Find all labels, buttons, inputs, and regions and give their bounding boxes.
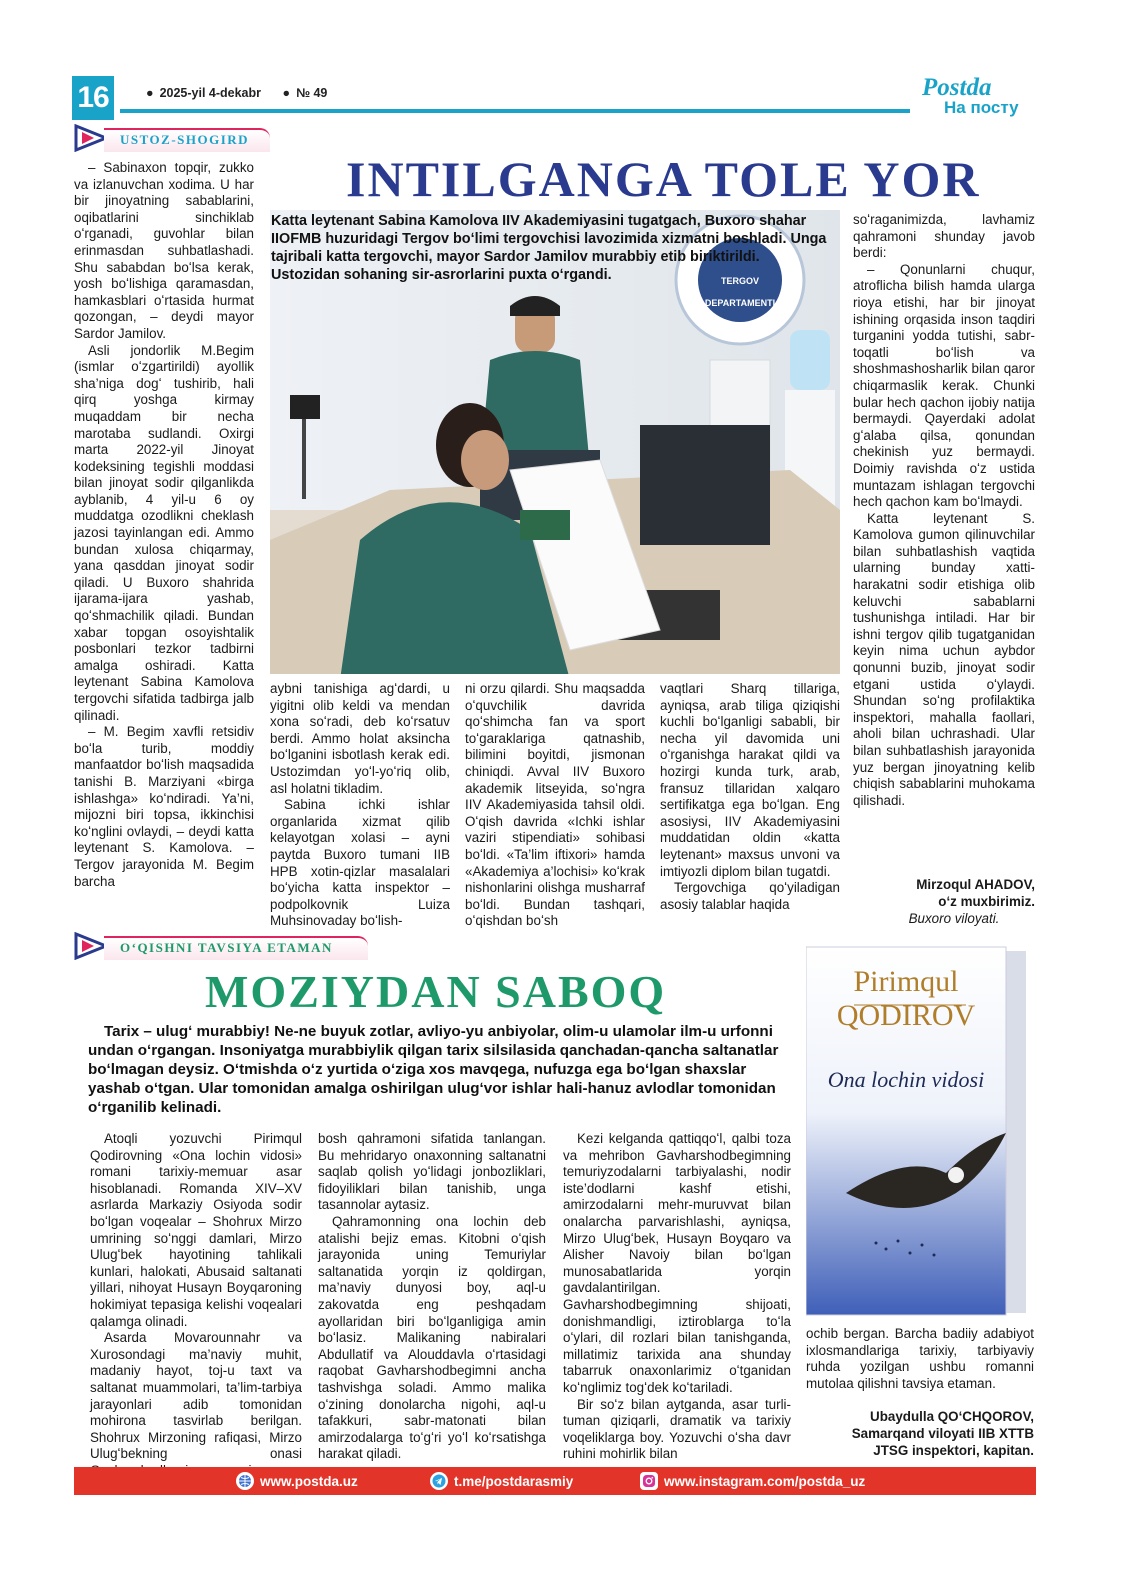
article1-signature bbox=[853, 876, 1035, 927]
telegram-icon bbox=[430, 1472, 448, 1490]
globe-icon bbox=[236, 1472, 254, 1490]
rubric-label: USTOZ-SHOGIRD bbox=[104, 128, 270, 152]
paragraph: soʻraganimizda, lavhamiz qahramoni shunday javob berdi: bbox=[853, 212, 1035, 261]
book-title: Ona lochin vidosi bbox=[827, 1067, 985, 1092]
paragraph: Tergovchiga qoʻyiladigan asosiy talablar haqida bbox=[660, 880, 840, 912]
paragraph: ochib bergan. Barcha badiiy adabiyot ixlosmandlariga tarixiy, tarbiyaviy ruhda yozilgan ushbu romanni mutolaa qilishni tavsiya etaman. bbox=[806, 1326, 1034, 1391]
article2-signature bbox=[806, 1408, 1034, 1459]
paragraph: vaqtlari Sharq tillariga, ayniqsa, arab tiliga qiziqishi kuchli boʻlganligi sababli, bir necha yil davomida uni oʻrganishga harakat qildi va hozirgi kunda turk, arab, fransuz tillaridan xalqaro sertifikatga ega boʻlgan. Eng asosiysi, IIV Akademiyasini muddatidan oldin «katta leytenant» maxsus unvoni va imtiyozli diplom bilan tugatdi. bbox=[660, 681, 840, 879]
article1-column-4 bbox=[660, 681, 840, 913]
instagram-icon bbox=[640, 1472, 658, 1490]
paragraph: Kezi kelganda qattiqqoʻl, qalbi toza va mehribon Gavharshodbegimning temuriyzodalarni tarbiyalashi, nodir iste’dodlarni kashf etishi, amirzodalarni mehr-muruvvat bilan onalarcha parvarishlashi, ayniqsa, Mirzo Ulugʻbek, Husayn Boyqaro va Alisher Navoiy bilan boʻlgan munosabatlarida yorqin gavdalantirilgan. Gavharshodbegimning shijoati, donishmandligi, iztiroblarga toʻla oʻylari, dil rozlari bilan tanishganda, millatimiz tarixida ana shunday tabarruk onaxonlarimiz oʻtganidan koʻnglimiz togʻdek koʻtariladi. bbox=[563, 1131, 791, 1395]
issue-meta bbox=[146, 86, 327, 100]
rubric-label: OʻQISHNI TAVSIYA ETAMAN bbox=[104, 936, 368, 960]
article-lead: Katta leytenant Sabina Kamolova IIV Akademiyasini tugatgach, Buxoro shahar IIOFMB huzuridagi Tergov boʻlimi tergovchisi lavozimida xizmatni boshladi. Unga tajribali katta tergovchi, mayor Sardor Jamilov murabbiy etib biriktirildi. Ustozidan sohaning sir-asrorlarini puxta oʻrgandi. bbox=[271, 213, 827, 283]
issue-number: № 49 bbox=[296, 86, 328, 100]
rubric-oqishni-tavsiya bbox=[74, 932, 374, 960]
article-title: INTILGANGA TOLE YOR bbox=[346, 151, 981, 207]
rubric-ustoz-shogird bbox=[74, 124, 274, 152]
article1-column-3 bbox=[465, 681, 645, 930]
paragraph: aybni tanishiga agʻdardi, u yigitni olib keldi va mendan xona soʻradi, deb koʻrsatuv berdi. Ammo holat aksincha boʻlganini isbotlash kerak edi. Ustozimdan yoʻl-yoʻriq olib, asl holatni tikladim. bbox=[270, 681, 450, 796]
article2-column-3 bbox=[563, 1131, 791, 1463]
paragraph: Sabina ichki ishlar organlarida xizmat qilib kelayotgan xolasi – ayni paytda Buxoro tumani IIB HPB xotin-qizlar masalalari boʻyicha katta inspektor – podpolkovnik Luiza Muhsinovaday boʻlish- bbox=[270, 797, 450, 929]
paragraph: Asarda Movarounnahr va Xurosondagi ma’naviy muhit, madaniy hayot, toj-u taxt va saltanat muammolari, ta’lim-tarbiya jarayonlari adib tomonidan mohirona tasvirlab berilgan. Shohrux Mirzoning rafiqasi, Mirzo Ulugʻbekning onasi bbox=[90, 1330, 302, 1462]
paragraph: bosh qahramoni sifatida tanlangan. Bu mehridaryo onaxonning saltanatni saqlab qolish yoʻlidagi jonbozliklari, fidoyiliklari bilan tanishib, unga tasannolar aytasiz. bbox=[318, 1131, 546, 1213]
article-title: MOZIYDAN SABOQ bbox=[205, 966, 667, 1017]
article1-column-2 bbox=[270, 681, 450, 930]
paragraph: Bir soʻz bilan aytganda, asar turli-tuman qiziqarli, dramatik va tarixiy voqeliklarga boy. Yozuvchi oʻsha davr ruhini mohirlik bilan bbox=[563, 1396, 791, 1462]
page-number: 16 bbox=[72, 76, 114, 120]
logo-postda: Postda bbox=[922, 74, 992, 101]
paragraph: – M. Begim xavfli retsidiv boʻla turib, moddiy manfaatdor boʻlish maqsadida tanishi B. Marziyani «birga ishlashga» koʻndiradi. Ya’ni, mijozni biri topsa, ikkinchisi koʻnglini ovlaydi, – deydi katta leytenant S. Kamolova. – Tergov jarayonida M. Begim barcha bbox=[74, 724, 254, 889]
book-author-last: QODIROV bbox=[836, 999, 976, 1032]
author-role: oʻz muxbirimiz. bbox=[938, 894, 1035, 909]
author-line: Samarqand viloyati IIB XTTB bbox=[851, 1426, 1034, 1441]
article1-column-5 bbox=[853, 212, 1035, 809]
footer-bar bbox=[74, 1467, 1036, 1495]
book-author-first: Pirimqul bbox=[853, 965, 959, 998]
instagram-link[interactable]: www.instagram.com/postda_uz bbox=[664, 1473, 866, 1489]
header-rule bbox=[120, 109, 910, 113]
footer-instagram[interactable] bbox=[640, 1472, 865, 1490]
author-line: JTSG inspektori, kapitan. bbox=[873, 1443, 1034, 1458]
emblem-text-2: DEPARTAMENTI bbox=[704, 298, 776, 308]
emblem-text-1: TERGOV bbox=[720, 276, 760, 286]
telegram-link[interactable]: t.me/postdarasmiy bbox=[454, 1473, 574, 1489]
author-name: Mirzoqul AHADOV, bbox=[916, 877, 1035, 892]
paragraph: – Qonunlarni chuqur, atroflicha bilish hamda ularga rioya etishi, har bir jinoyat ishining orqasida inson taqdiri turganini yodda tutishi, sabr-toqatli boʻlish va shoshmashosharlik bilan qaror chiqarmaslik kerak. Chunki bular hech qachon ijobiy natija bermaydi. Qayerdaki adolat gʻalaba qilsa, qonundan chekinish yuz bermaydi. Doimiy ravishda oʻz ustida muntazam ishlagan tergovchi hech qachon kam boʻlmaydi. bbox=[853, 261, 1035, 510]
paragraph: Asli jondorlik M.Begim (ismlar oʻzgartirildi) ayollik sha’niga dogʻ tushirib, hali qirq yoshga kirmay muqaddam bir necha marotaba sudlandi. Oxirgi marta 2022-yil Jinoyat kodeksining tegishli moddasi bilan jinoyat sodir qilganlikda ayblanib, 4 yil-u 6 oy muddatga ozodlikni cheklash jazosi tayinlangan edi. Ammo bundan xulosa chiqarmay, yana qasddan jinoyat sodir qiladi. U Buxoro shahrida ijarama-ijara yashab, qoʻshmachilik qiladi. Bundan xabar topgan osoyishtalik posbonlari tezkor tadbirni amalga oshiradi. Katta leytenant Sabina Kamolova tergovchi sifatida tadbirga jalb qilinadi. bbox=[74, 342, 254, 723]
paragraph: Qahramonning ona lochin deb atalishi bejiz emas. Kitobni oʻqish jarayonida uning Temuriylar saltanatida yorqin iz qoldirgan, ma’naviy dunyosi boy, aql-u zakovatda eng peshqadam ayollaridan biri boʻlganligiga amin boʻlasiz. Malikaning nabiralari Abdullatif va Alouddavla oʻrtasidagi raqobat Gavharshodbegimni ancha tashvishga soladi. Ammo malika oʻzining donolarcha nigohi, aql-u tafakkuri, sabr-matonati bilan amirzodalarga toʻgʻri yoʻl koʻrsatishga harakat qiladi. bbox=[318, 1213, 546, 1462]
book-cover bbox=[806, 943, 1030, 1319]
bullet-icon: ● bbox=[282, 86, 291, 100]
article2-column-4 bbox=[806, 1326, 1034, 1392]
article2-column-2 bbox=[318, 1131, 546, 1463]
author-region: Buxoro viloyati. bbox=[908, 911, 1000, 926]
article2-column-1 bbox=[90, 1131, 302, 1479]
paragraph: ni orzu qilardi. Shu maqsadda oʻquvchilik davrida qoʻshimcha fan va sport toʻgaraklariga qatnashib, bilimini boyitdi, jismonan chiniqdi. Avval IIV Buxoro akademik litseyida, soʻngra IIV Akademiyasida tahsil oldi. Oʻqish davrida «Ichki ishlar vaziri stipendiati» sohibasi boʻldi. «Ta’lim iftixori» hamda «Akademiya a’lochisi» koʻkrak nishonlarini olishga musharraf boʻldi. Bundan tashqari, oʻqishdan boʻsh bbox=[465, 681, 645, 929]
author-name: Ubaydulla QOʻCHQOROV, bbox=[870, 1409, 1034, 1424]
logo-na-postu: На посту bbox=[944, 98, 1019, 117]
footer-website[interactable] bbox=[236, 1472, 358, 1490]
paragraph: – Sabinaxon topqir, zukko va izlanuvchan xodima. U har bir jinoyatning sabablarini, oqibatlarini sinchiklab oʻrganadi, guvohlar bilan erinmasdan suhbatlashadi. Shu sababdan boʻlsa kerak, yosh boʻlishiga qaramasdan, hamkasblari oʻrtasida hurmat qozongan, – deydi mayor Sardor Jamilov. bbox=[74, 160, 254, 341]
paragraph: Atoqli yozuvchi Pirimqul Qodirovning «Ona lochin vidosi» romani tarixiy-memuar asar hisoblanadi. Romanda XIV–XV asrlarda Markaziy Osiyoda sodir boʻlgan voqealar – Shohrux Mirzo umrining soʻnggi damlari, Mirzo Ulugʻbek hayotining tahlikali kunlari, halokati, Abusaid saltanati yillari, nihoyat Husayn Boyqaroning hokimiyat tepasiga kelishi voqealari qalamga olinadi. bbox=[90, 1131, 302, 1329]
issue-date: 2025-yil 4-dekabr bbox=[159, 86, 262, 100]
bullet-icon: ● bbox=[146, 86, 154, 100]
paragraph: Katta leytenant S. Kamolova gumon qilinuvchilar bilan suhbatlashish vaqtida ularning bunday xatti-harakatni sodir etishiga olib keluvchi sabablarni tushunishga intiladi. Har bir ishni tergov qilib tugatganidan keyin nima uchun aybdor qonunni buzib, jinoyat sodir etgani ustida oʻylaydi. Shundan soʻng profilaktika inspektori, mahalla faollari, aholi bilan uchrashadi. Ular bilan suhbatlashish jarayonida yuz bergan jinoyatning kelib chiqish sabablarini muhokama qilishadi. bbox=[853, 510, 1035, 808]
article-lead: Tarix – ulugʻ murabbiy! Ne-ne buyuk zotlar, avliyo-yu anbiyolar, olim-u ulamolar ilm-u urfonni undan oʻrgangan. Insoniyatga murabbiylik qilgan tarix silsilasida qanchadan-qancha saltanatlar boʻlmagan deysiz. Oʻtmishda oʻz yurtida oʻziga xos mavqega, nufuzga ega boʻlgan shaxslar yashab oʻtgan. Ular tomonidan amalga oshirilgan ulugʻvor ishlar hali-hanuz avlodlar tomonidan oʻrganilib kelinadi. bbox=[88, 1023, 779, 1116]
article1-column-1 bbox=[74, 160, 254, 890]
website-link[interactable]: www.postda.uz bbox=[260, 1473, 358, 1489]
footer-telegram[interactable] bbox=[430, 1472, 573, 1490]
